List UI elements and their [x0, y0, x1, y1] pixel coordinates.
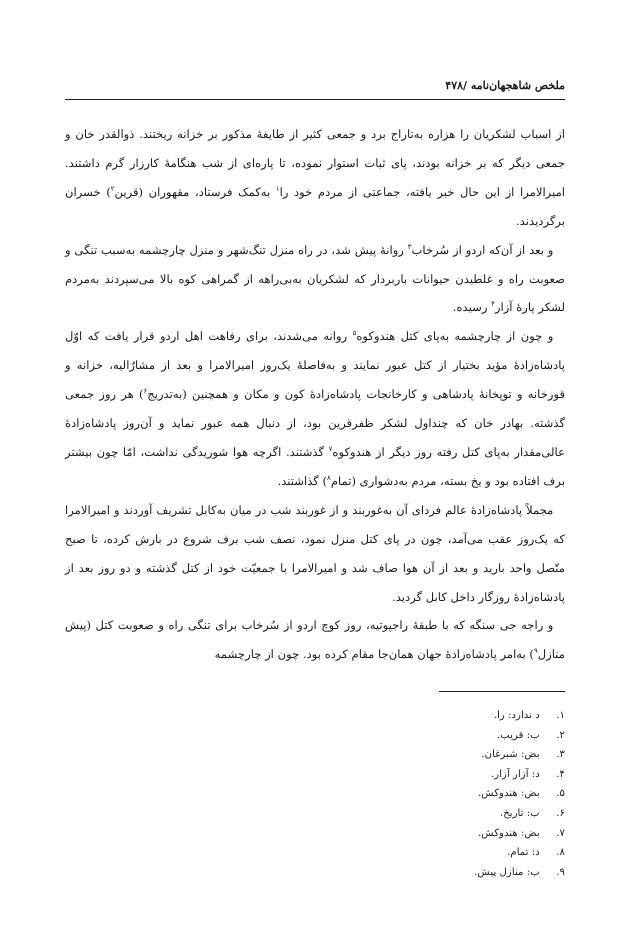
footnote-ref: ۹ — [533, 647, 538, 656]
footnotes-list — [474, 706, 565, 882]
footnote-text: د: آزار آزار. — [491, 768, 540, 780]
footnote-ref: ۲ — [110, 184, 115, 193]
footnote-ref: ۳ — [407, 242, 412, 251]
paragraph — [65, 236, 565, 323]
text-run: و بعد از آن‌که اردو از سُرخاب — [411, 242, 554, 257]
footnote — [474, 804, 565, 824]
footnote — [474, 843, 565, 863]
footnote-rule — [439, 691, 565, 692]
paragraph — [65, 120, 565, 236]
text-run: و راجه جی سنگه که با طبقهٔ راجپوتیه، روز کوچ اردو از سُرخاب برای تنگی راه و صعوبت کتل (پیش منازل — [65, 618, 565, 662]
text-run: به‌کمک فرستاد، مقهوران (قرین — [114, 184, 276, 199]
footnote-text: بض: شبرغان. — [481, 749, 540, 761]
text-run: ) به‌امر پادشاه‌زادهٔ جهان همان‌جا مقام کرده بود. چون از چارچشمه — [214, 647, 534, 662]
footnote-number: ۸. — [556, 847, 565, 859]
footnote-text: بض: هندوکش. — [477, 827, 540, 839]
footnote-number: ۱. — [556, 710, 565, 721]
footnote-text: ب: تاریخ. — [499, 807, 540, 819]
footnote — [474, 726, 565, 746]
footnote — [474, 824, 565, 844]
footnote-number: ۷. — [556, 827, 565, 839]
text-run: روانهٔ پیش شد، در راه منزل تنگ‌شهر و منزل چارچشمه به‌سبب تنگی و صعوبت راه و غلطیدن حیوانات باربردار که لشکریان به‌بی‌راهه از گمراهی کوه بالا می‌سپردند به‌مردم لشکر پارهٔ آزار — [65, 242, 565, 315]
footnote-number: ۵. — [556, 788, 565, 800]
footnote-ref: ۸ — [327, 474, 331, 483]
paragraph — [65, 322, 565, 495]
text-run: ) خسران برگردیدند. — [65, 184, 565, 228]
footnote-text: ب: قریب. — [496, 729, 540, 741]
header-rule — [65, 99, 565, 100]
text-run: و چون از چارچشمه به‌پای کتل هندوکوه — [356, 329, 554, 344]
footnote — [474, 765, 565, 785]
footnote — [474, 745, 565, 765]
text-run: ) هر روز جمعی گذشته. بهادر خان که چنداول لشکر ظفرقرین بود، از دنبال همه عبور نماید و آن‌روز پادشاه‌زادهٔ عالی‌مقدار به‌پای کتل رفته روز دیگر از هندوکوه — [65, 387, 565, 459]
book-page — [65, 0, 565, 946]
text-run: از اسباب لشکریان را هزاره به‌تاراج برد و جمعی کثیر از طایفهٔ مذکور بر خزانه ریختند. ذوالقدر خان و جمعی دیگر که بر خزانه بودند، پای ثبات استوار نموده، تا پاره‌ای از شب هنگامهٔ کارزار گرم داشتند. امیرالامرا از این حال خبر یافته، جماعتی از مردم خود را — [65, 127, 565, 199]
paragraph — [65, 611, 565, 669]
footnote-text: بض: هندوکش. — [477, 788, 540, 800]
text-run: روانه می‌شدند، برای رفاهت اهل اردو قرار یافت که اوّل پادشاه‌زادهٔ مؤید بختیار از کتل عبور نمایند و به‌فاصلهٔ یک‌روز امیرالامرا و بعد از مشارٌالیه، خزانه و قورخانه و توپخانهٔ پادشاهی و کارخانجات پادشاه‌زادهٔ کون و مکان و همچنین (به‌تدریج — [65, 329, 565, 402]
footnote-text: ب: منازل پیش. — [474, 866, 540, 878]
footnote-ref: ۴ — [491, 300, 495, 309]
footnote-ref: ۱ — [275, 184, 280, 193]
footnote-number: ۹. — [556, 866, 565, 878]
footnote-ref: ۵ — [352, 329, 357, 338]
footnote-number: ۳. — [556, 749, 565, 761]
paragraph — [65, 496, 565, 612]
footnote-number: ۲. — [556, 729, 565, 741]
text-run: رسیده. — [452, 300, 492, 315]
main-text — [65, 120, 565, 669]
footnote-ref: ۶ — [143, 387, 148, 396]
footnote-text: د: تمام. — [507, 847, 540, 859]
footnote — [474, 784, 565, 804]
footnote-text: د ندارد: را. — [493, 710, 540, 721]
footnote — [474, 863, 565, 883]
running-head: ملخص شاهجهان‌نامه /۴۷۸ — [445, 79, 565, 92]
text-run: گذشتند. اگرچه هوا شوریدگی نداشت، امّا چون بیشتر برف افتاده بود و یخ بسته، مردم به‌دشواری (تمام — [65, 444, 565, 488]
footnote-number: ۴. — [556, 768, 565, 780]
text-run: ) گذاشتند. — [277, 473, 328, 488]
footnote-number: ۶. — [556, 807, 565, 819]
text-run: مجملاً پادشاه‌زادهٔ عالم فردای آن به‌غوربند و از غوربند شب در میان به‌کابل تشریف آوردند و امیرالامرا که یک‌روز عقب می‌آمد، چون در پای کتل منزل نمود، نصف شب برف شروع در بارش کرده، تا صبح متّصل واحد بارید و بعد از آن هوا صاف شد و امیرالامرا با جمعیّت خود از کتل گذشته و دو روز بعد از پادشاه‌زادهٔ روزگار داخل کابل گردید. — [65, 502, 565, 604]
footnote-ref: ۷ — [328, 445, 333, 454]
footnote — [474, 706, 565, 726]
